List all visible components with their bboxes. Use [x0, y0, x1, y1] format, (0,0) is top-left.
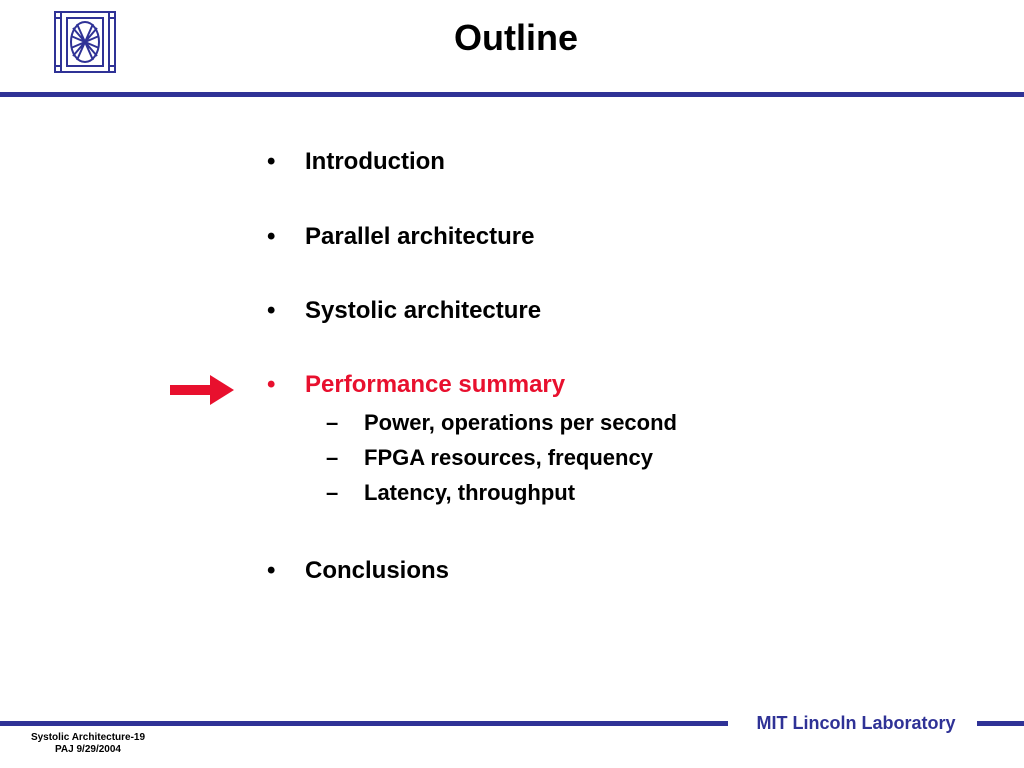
bullet-marker: •	[267, 223, 276, 250]
outline-item-label: Introduction	[305, 148, 445, 175]
outline-item-label: Systolic architecture	[305, 297, 542, 324]
slide-id: Systolic Architecture-19	[30, 732, 146, 743]
footer-divider-right	[977, 721, 1024, 726]
dash-marker: –	[326, 445, 339, 470]
header-divider	[0, 92, 1024, 97]
bullet-marker: •	[267, 557, 276, 584]
outline-subitem-label: FPGA resources, frequency	[364, 445, 653, 470]
author-date: PAJ 9/29/2004	[55, 744, 121, 755]
footer-meta	[18, 732, 158, 756]
bullet-marker: •	[267, 297, 276, 324]
bullet-marker: •	[267, 371, 276, 398]
footer-brand: MIT Lincoln Laboratory	[756, 713, 956, 733]
right-arrow-icon	[170, 375, 234, 405]
bullet-marker: •	[267, 148, 276, 175]
outline-subitem-label: Power, operations per second	[364, 410, 677, 435]
outline-item-label: Conclusions	[305, 557, 450, 584]
dash-marker: –	[326, 410, 339, 435]
outline-item-label: Parallel architecture	[305, 223, 535, 250]
slide-title: Outline	[454, 17, 578, 58]
dash-marker: –	[326, 480, 339, 505]
footer-divider-left	[0, 721, 728, 726]
outline-item-label: Performance summary	[305, 371, 566, 398]
outline-subitem-label: Latency, throughput	[364, 480, 576, 505]
